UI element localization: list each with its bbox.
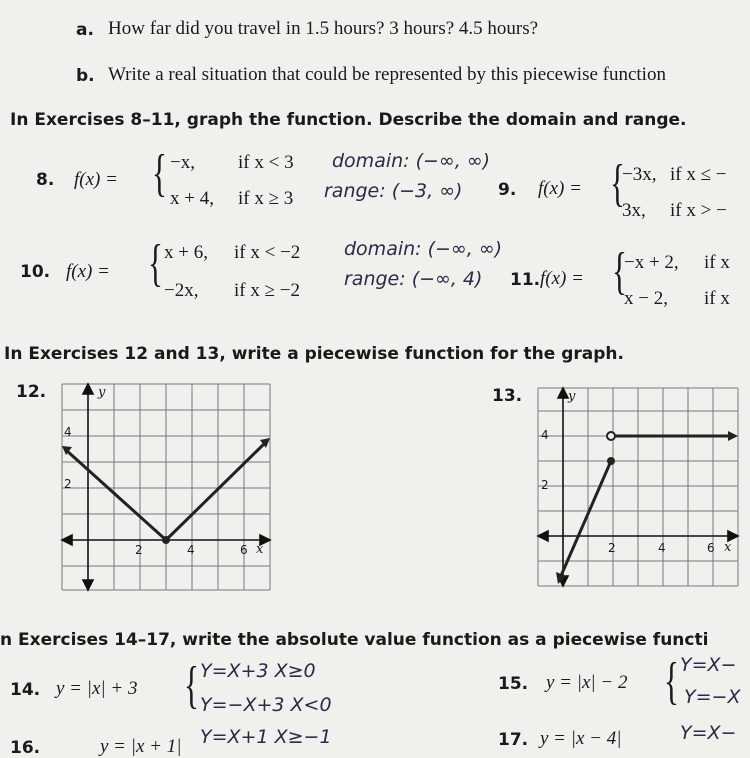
exercise-17-number: 17.	[498, 730, 529, 750]
exercise-15-expr: y = |x| − 2	[546, 672, 628, 693]
exercise-10-handwritten-domain: domain: (−∞, ∞)	[344, 238, 503, 260]
exercise-11-number: 11.	[510, 270, 541, 290]
exercise-9-number: 9.	[498, 180, 517, 200]
exercise-16-handwritten-case1: Y=X+1 X≥−1	[200, 726, 332, 748]
graph-12-x-tick-4: 4	[187, 543, 195, 557]
exercise-8-case2: x + 4,	[170, 188, 214, 209]
exercise-14-handwritten-case2: Y=−X+3 X<0	[200, 694, 332, 716]
exercise-8-handwritten-domain: domain: (−∞, ∞)	[332, 150, 491, 172]
graph-13-x-label: x	[724, 540, 732, 555]
exercise-8-cond2: if x ≥ 3	[238, 188, 294, 209]
exercise-12-graph	[60, 382, 274, 592]
exercise-10-case2: −2x,	[164, 280, 199, 301]
exercise-12-number: 12.	[16, 382, 47, 402]
heading-exercises-14-17: n Exercises 14–17, write the absolute value function as a piecewise functi	[0, 630, 709, 650]
exercise-17-handwritten-case1: Y=X−	[680, 722, 737, 744]
exercise-16-expr: y = |x + 1|	[100, 736, 182, 757]
graph-13-x-tick-4: 4	[658, 541, 666, 555]
exercise-9-case2: 3x,	[622, 200, 646, 221]
exercise-10-case1: x + 6,	[164, 242, 208, 263]
graph-13-x-tick-2: 2	[608, 541, 616, 555]
graph-13-x-tick-6: 6	[707, 541, 715, 555]
exercise-14-expr: y = |x| + 3	[56, 678, 138, 699]
exercise-8-handwritten-range: range: (−3, ∞)	[324, 180, 463, 202]
graph-12-y-label: y	[98, 385, 106, 400]
exercise-10-number: 10.	[20, 262, 51, 282]
exercise-10-handwritten-range: range: (−∞, 4)	[344, 268, 483, 290]
graph-13-y-label: y	[568, 389, 576, 404]
exercise-9-brace: {	[610, 155, 625, 212]
graph-12-x-tick-2: 2	[135, 543, 143, 557]
exercise-9-lhs: f(x) =	[538, 178, 582, 199]
exercise-14-hand-brace: {	[184, 657, 199, 714]
exercise-8-cond1: if x < 3	[238, 152, 294, 173]
exercise-11-cond2: if x	[704, 288, 730, 309]
exercise-9-case1: −3x,	[622, 164, 657, 185]
exercise-17-expr: y = |x − 4|	[540, 728, 622, 749]
graph-13-y-tick-4: 4	[541, 428, 549, 442]
exercise-15-handwritten-case1: Y=X−	[680, 654, 737, 676]
part-b-text: Write a real situation that could be represented by this piecewise function	[108, 64, 666, 85]
graph-12-y-tick-4: 4	[64, 425, 72, 439]
exercise-11-case1: −x + 2,	[624, 252, 679, 273]
exercise-9-cond1: if x ≤ −	[670, 164, 727, 185]
exercise-10-lhs: f(x) =	[66, 261, 110, 282]
exercise-10-cond2: if x ≥ −2	[234, 280, 300, 301]
graph-13-y-tick-2: 2	[541, 478, 549, 492]
exercise-15-hand-brace: {	[664, 653, 679, 710]
exercise-8-number: 8.	[36, 170, 55, 190]
exercise-8-lhs: f(x) =	[74, 169, 118, 190]
graph-12-y-tick-2: 2	[64, 477, 72, 491]
exercise-8-case1: −x,	[170, 152, 195, 173]
exercise-11-lhs: f(x) =	[540, 268, 584, 289]
exercise-15-number: 15.	[498, 674, 529, 694]
exercise-11-cond1: if x	[704, 252, 730, 273]
heading-exercises-12-13: In Exercises 12 and 13, write a piecewise function for the graph.	[4, 344, 624, 364]
part-b-letter: b.	[76, 66, 95, 86]
exercise-10-brace: {	[148, 235, 163, 292]
exercise-11-case2: x − 2,	[624, 288, 668, 309]
exercise-14-handwritten-case1: Y=X+3 X≥0	[200, 660, 316, 682]
exercise-13-number: 13.	[492, 386, 523, 406]
exercise-13-graph	[536, 386, 740, 588]
part-a-text: How far did you travel in 1.5 hours? 3 hours? 4.5 hours?	[108, 18, 539, 39]
graph-12-x-tick-6: 6	[240, 543, 248, 557]
exercise-15-handwritten-case2: Y=−X	[684, 686, 741, 708]
exercise-11-brace: {	[612, 243, 627, 300]
exercise-8-brace: {	[152, 145, 167, 202]
graph-12-x-label: x	[256, 542, 264, 557]
exercise-14-number: 14.	[10, 680, 41, 700]
exercise-9-cond2: if x > −	[670, 200, 727, 221]
exercise-10-cond1: if x < −2	[234, 242, 301, 263]
heading-exercises-8-11: In Exercises 8–11, graph the function. Describe the domain and range.	[10, 110, 687, 130]
exercise-16-number: 16.	[10, 738, 41, 758]
part-a-letter: a.	[76, 20, 94, 40]
